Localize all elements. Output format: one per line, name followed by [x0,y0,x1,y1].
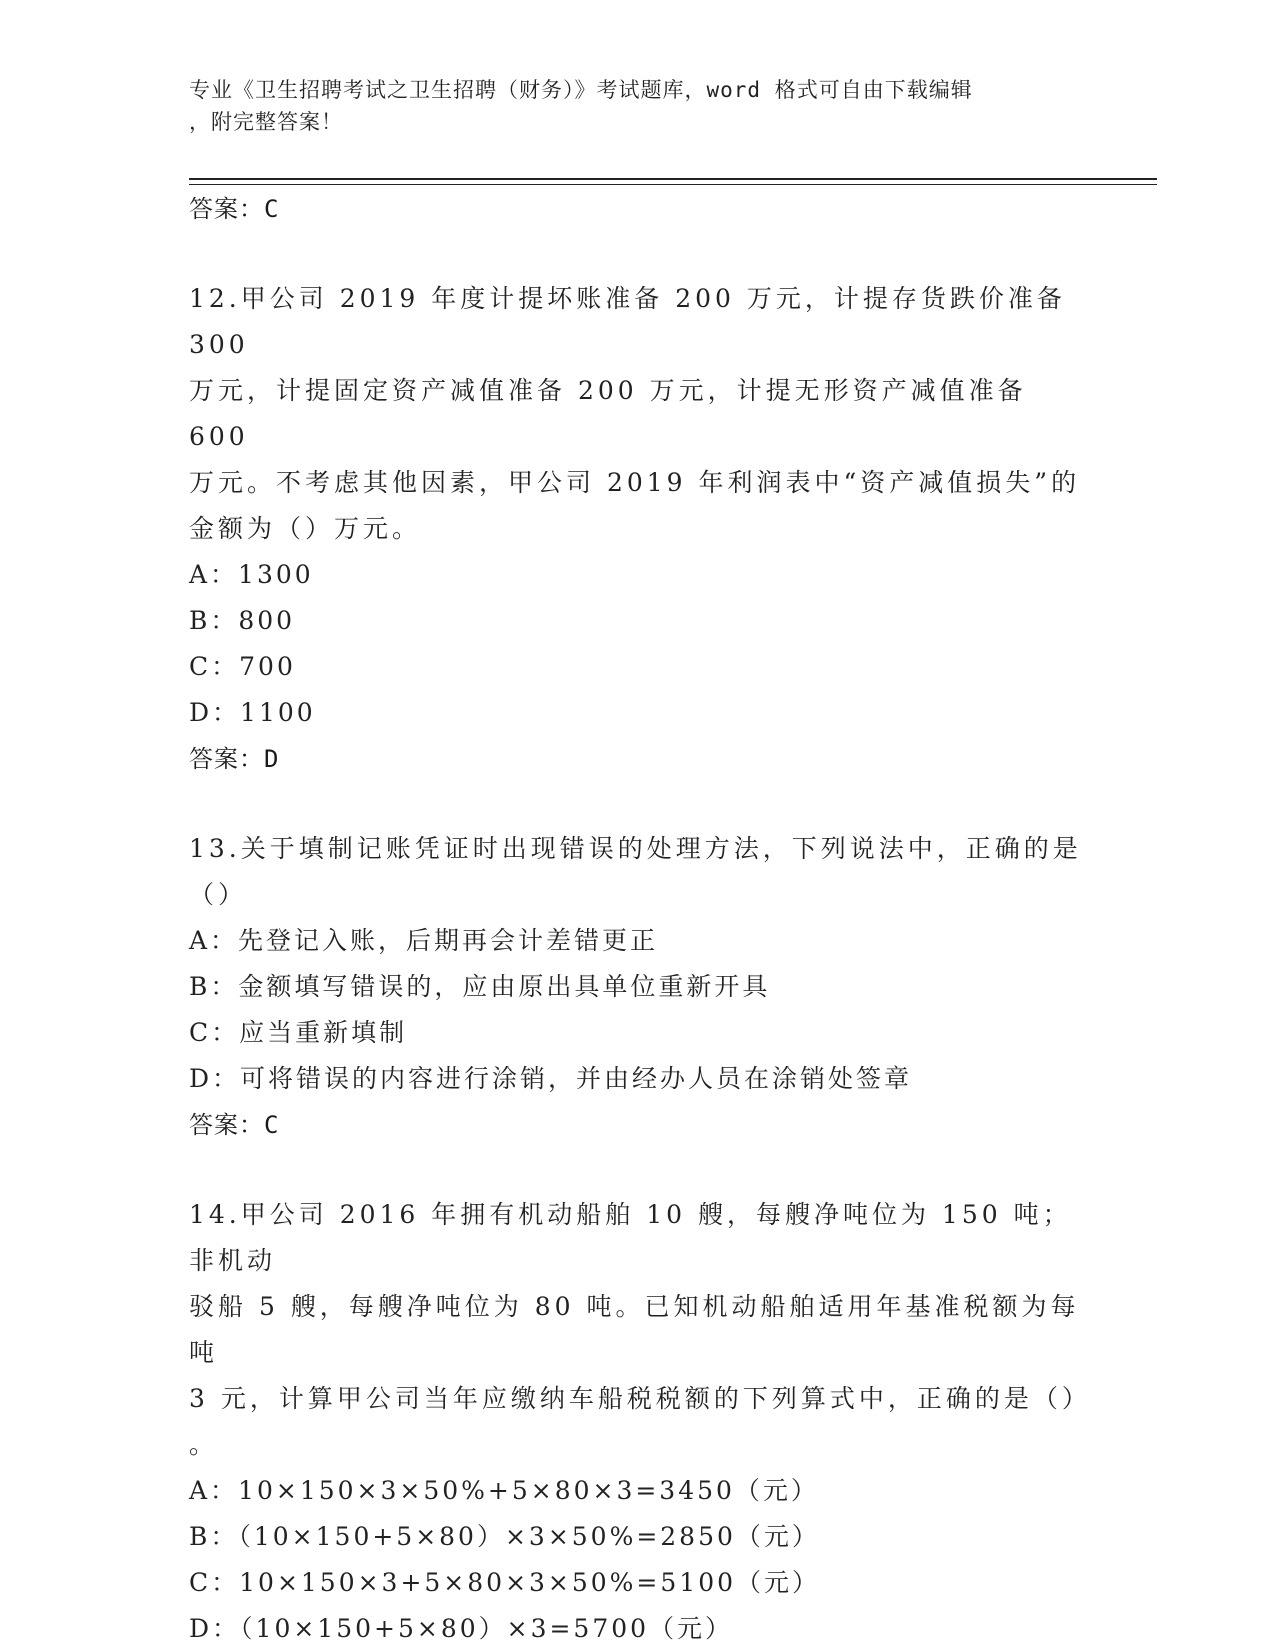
answer-previous: 答案：C [189,195,280,223]
spacer [189,1148,1089,1192]
question-13-option-a: A：先登记入账，后期再会计差错更正 [189,926,659,955]
header-line-2: ，附完整答案！ [189,110,343,134]
question-12-option-c: C：700 [189,652,296,681]
question-14-option-c: C：10×150×3+5×80×3×50%=5100（元） [189,1568,821,1597]
header-line-1: 专业《卫生招聘考试之卫生招聘（财务）》考试题库，word 格式可自由下载编辑 [189,78,973,102]
question-text-line: 万元，计提固定资产减值准备 200 万元，计提无形资产减值准备 600 [189,376,1027,451]
question-text-line: 14.甲公司 2016 年拥有机动船舶 10 艘，每艘净吨位为 150 吨；非机动 [189,1200,1072,1275]
question-12-answer: 答案：D [189,745,280,773]
question-text-line: 3 元，计算甲公司当年应缴纳车船税税额的下列算式中，正确的是（） [189,1384,1091,1413]
question-13-option-d: D：可将错误的内容进行涂销，并由经办人员在涂销处签章 [189,1064,913,1093]
header-divider-thick [189,178,1157,180]
document-body [189,186,1089,1652]
question-13-option-c: C：应当重新填制 [189,1018,408,1047]
question-text-line: 驳船 5 艘，每艘净吨位为 80 吨。已知机动船舶适用年基准税额为每吨 [189,1292,1080,1367]
question-14 [189,1192,1089,1652]
question-12-option-b: B：800 [189,606,296,635]
question-12-option-d: D：1100 [189,698,316,727]
question-12 [189,276,1089,782]
question-text-line: （） [189,880,248,909]
spacer [189,232,1089,276]
question-14-text [189,1192,1089,1468]
question-text-line: 13.关于填制记账凭证时出现错误的处理方法，下列说法中，正确的是 [189,834,1082,863]
question-text-line: 金额为（）万元。 [189,514,422,543]
question-text-line: 。 [189,1430,219,1459]
question-13-text [189,826,1089,918]
question-13-answer: 答案：C [189,1111,280,1139]
question-12-text [189,276,1089,552]
spacer [189,782,1089,826]
question-text-line: 万元。不考虑其他因素，甲公司 2019 年利润表中“资产减值损失”的 [189,468,1081,497]
question-12-option-a: A：1300 [189,560,314,589]
question-13-option-b: B：金额填写错误的，应由原出具单位重新开具 [189,972,771,1001]
question-14-option-d: D：（10×150+5×80）×3=5700（元） [189,1614,734,1643]
question-13 [189,826,1089,1148]
question-14-option-a: A：10×150×3×50%+5×80×3=3450（元） [189,1476,819,1505]
question-14-option-b: B：（10×150+5×80）×3×50%=2850（元） [189,1522,820,1551]
page-header [189,74,1089,138]
question-text-line: 12.甲公司 2019 年度计提坏账准备 200 万元，计提存货跌价准备 300 [189,284,1066,359]
header-divider-thin [189,184,1157,185]
